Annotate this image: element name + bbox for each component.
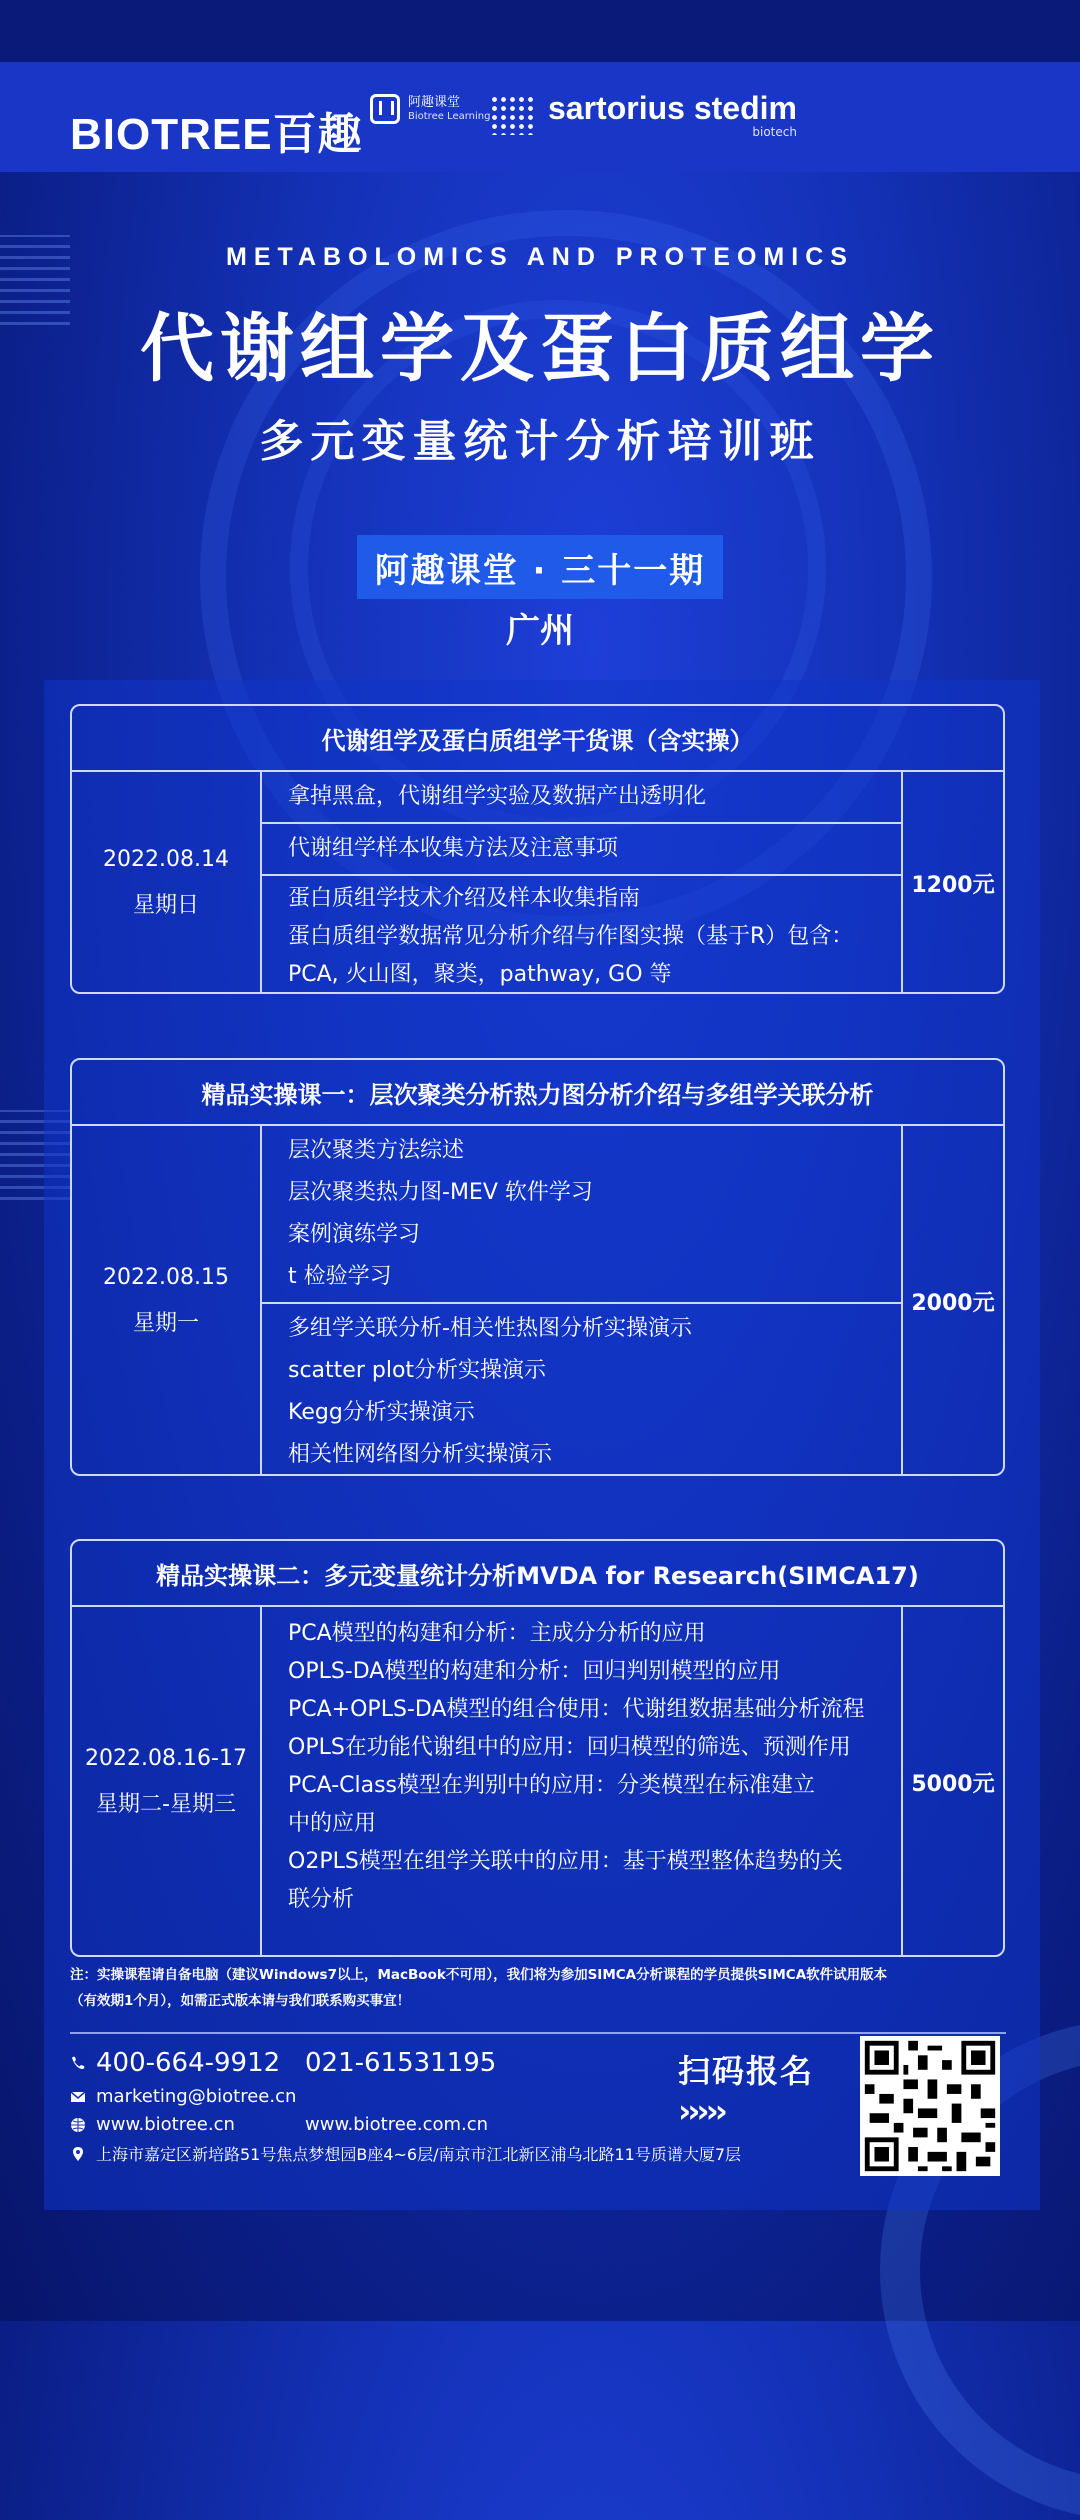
course-date: 2022.08.14 <box>103 847 229 872</box>
topic-item: 蛋白质组学技术介绍及样本收集指南 <box>288 886 641 911</box>
topic-group <box>262 1607 901 1923</box>
logo-bar <box>0 62 1080 172</box>
topic-item: 相关性网络图分析实操演示 <box>288 1442 553 1467</box>
main-title: 代谢组学及蛋白质组学 <box>140 306 940 392</box>
footnote-line: （有效期1个月），如需正式版本请与我们联系购买事宜！ <box>70 1993 411 2009</box>
course-topics <box>262 1607 903 1957</box>
ahq-logo-icon <box>370 94 400 124</box>
topic-item: OPLS在功能代谢组中的应用：回归模型的筛选、预测作用 <box>288 1735 851 1760</box>
location-pin-icon <box>70 2146 86 2162</box>
phone-row <box>70 2048 280 2078</box>
course-price: 1200元 <box>911 872 995 898</box>
topic-item: O2PLS模型在组学关联中的应用：基于模型整体趋势的关 <box>288 1849 843 1874</box>
email-link[interactable]: marketing@biotree.cn <box>96 2086 297 2107</box>
course-title: 精品实操课二：多元变量统计分析MVDA for Research(SIMCA17) <box>72 1541 1003 1607</box>
footnote-line: 注：实操课程请自备电脑（建议Windows7以上，MacBook不可用），我们将为参加SIMCA分析课程的学员提供SIMCA软件试用版本 <box>70 1967 888 1983</box>
topic-group <box>262 874 901 998</box>
topic-item: PCA模型的构建和分析：主成分分析的应用 <box>288 1621 706 1646</box>
course-date: 2022.08.15 <box>103 1265 229 1290</box>
topic-item: PCA-Class模型在判别中的应用：分类模型在标准建立 <box>288 1773 816 1798</box>
topic-item: t 检验学习 <box>288 1264 392 1289</box>
topic-item: 层次聚类热力图-MEV 软件学习 <box>288 1180 593 1205</box>
course-weekday: 星期二-星期三 <box>96 1792 236 1817</box>
topic-group <box>262 822 901 874</box>
scan-to-register-label: 扫码报名 <box>678 2052 815 2090</box>
globe-icon <box>70 2117 86 2133</box>
course-topics <box>262 1126 903 1476</box>
course-card <box>70 1539 1005 1957</box>
topic-item: 中的应用 <box>288 1811 377 1836</box>
arrows-icon: ››››› <box>678 2092 724 2130</box>
website-link-2[interactable]: www.biotree.com.cn <box>305 2114 489 2135</box>
biotree-logo: BIOTREE百趣 <box>70 110 363 159</box>
sartorius-dots-icon <box>490 95 534 135</box>
footnote <box>70 1962 1010 2014</box>
topic-item: PCA, 火山图，聚类，pathway, GO 等 <box>288 962 672 987</box>
course-topics <box>262 772 903 994</box>
topic-item: 多组学关联分析-相关性热图分析实操演示 <box>288 1316 692 1341</box>
course-weekday: 星期日 <box>132 893 199 918</box>
phone-number[interactable]: 400-664-9912 <box>96 2048 281 2078</box>
course-date-cell <box>72 772 262 994</box>
phone-icon <box>70 2055 86 2071</box>
address-text: 上海市嘉定区新培路51号焦点梦想园B座4~6层/南京市江北新区浦乌北路11号质谱大厦7层 <box>96 2145 742 2164</box>
topic-item: PCA+OPLS-DA模型的组合使用：代谢组数据基础分析流程 <box>288 1697 865 1722</box>
topic-group <box>262 772 901 822</box>
course-title: 精品实操课一：层次聚类分析热力图分析介绍与多组学关联分析 <box>72 1060 1003 1126</box>
topic-item: 拿掉黑盒，代谢组学实验及数据产出透明化 <box>288 784 707 809</box>
city-label: 广州 <box>506 611 574 651</box>
address-row <box>70 2142 741 2165</box>
course-date-cell <box>72 1126 262 1476</box>
course-weekday: 星期一 <box>132 1311 199 1336</box>
topic-item: OPLS-DA模型的构建和分析：回归判别模型的应用 <box>288 1659 781 1684</box>
sartorius-logo <box>490 92 797 138</box>
course-date: 2022.08.16-17 <box>85 1746 247 1771</box>
ahq-logo-cn: 阿趣课堂 <box>408 95 461 111</box>
course-price: 2000元 <box>911 1290 995 1316</box>
ahq-logo <box>370 94 490 124</box>
email-row <box>70 2086 296 2107</box>
topic-item: 代谢组学样本收集方法及注意事项 <box>288 836 619 861</box>
sartorius-sub: biotech <box>752 125 797 139</box>
course-price: 5000元 <box>911 1771 995 1797</box>
phone-number-2[interactable]: 021-61531195 <box>305 2048 497 2078</box>
topic-item: 案例演练学习 <box>288 1222 421 1247</box>
divider <box>70 2032 1006 2034</box>
top-bar <box>0 0 1080 62</box>
course-date-cell <box>72 1607 262 1957</box>
website-link[interactable]: www.biotree.cn <box>96 2114 235 2135</box>
course-card <box>70 704 1005 994</box>
sub-title: 多元变量统计分析培训班 <box>259 416 821 467</box>
mail-icon <box>70 2089 86 2105</box>
topic-group <box>262 1302 901 1480</box>
topic-group <box>262 1126 901 1302</box>
topic-item: 蛋白质组学数据常见分析介绍与作图实操（基于R）包含： <box>288 924 854 949</box>
english-title: METABOLOMICS AND PROTEOMICS <box>226 243 854 271</box>
topic-item: 层次聚类方法综述 <box>288 1138 465 1163</box>
ahq-logo-en: Biotree Learning <box>408 110 491 122</box>
qr-code[interactable] <box>860 2036 1000 2176</box>
sartorius-name: sartorius stedim <box>548 90 797 126</box>
topic-item: Kegg分析实操演示 <box>288 1400 475 1425</box>
topic-item: 联分析 <box>288 1887 355 1912</box>
course-title: 代谢组学及蛋白质组学干货课（含实操） <box>72 706 1003 772</box>
topic-item: scatter plot分析实操演示 <box>288 1358 547 1383</box>
session-badge: 阿趣课堂 · 三十一期 <box>357 535 723 599</box>
website-row <box>70 2114 235 2135</box>
course-card <box>70 1058 1005 1476</box>
